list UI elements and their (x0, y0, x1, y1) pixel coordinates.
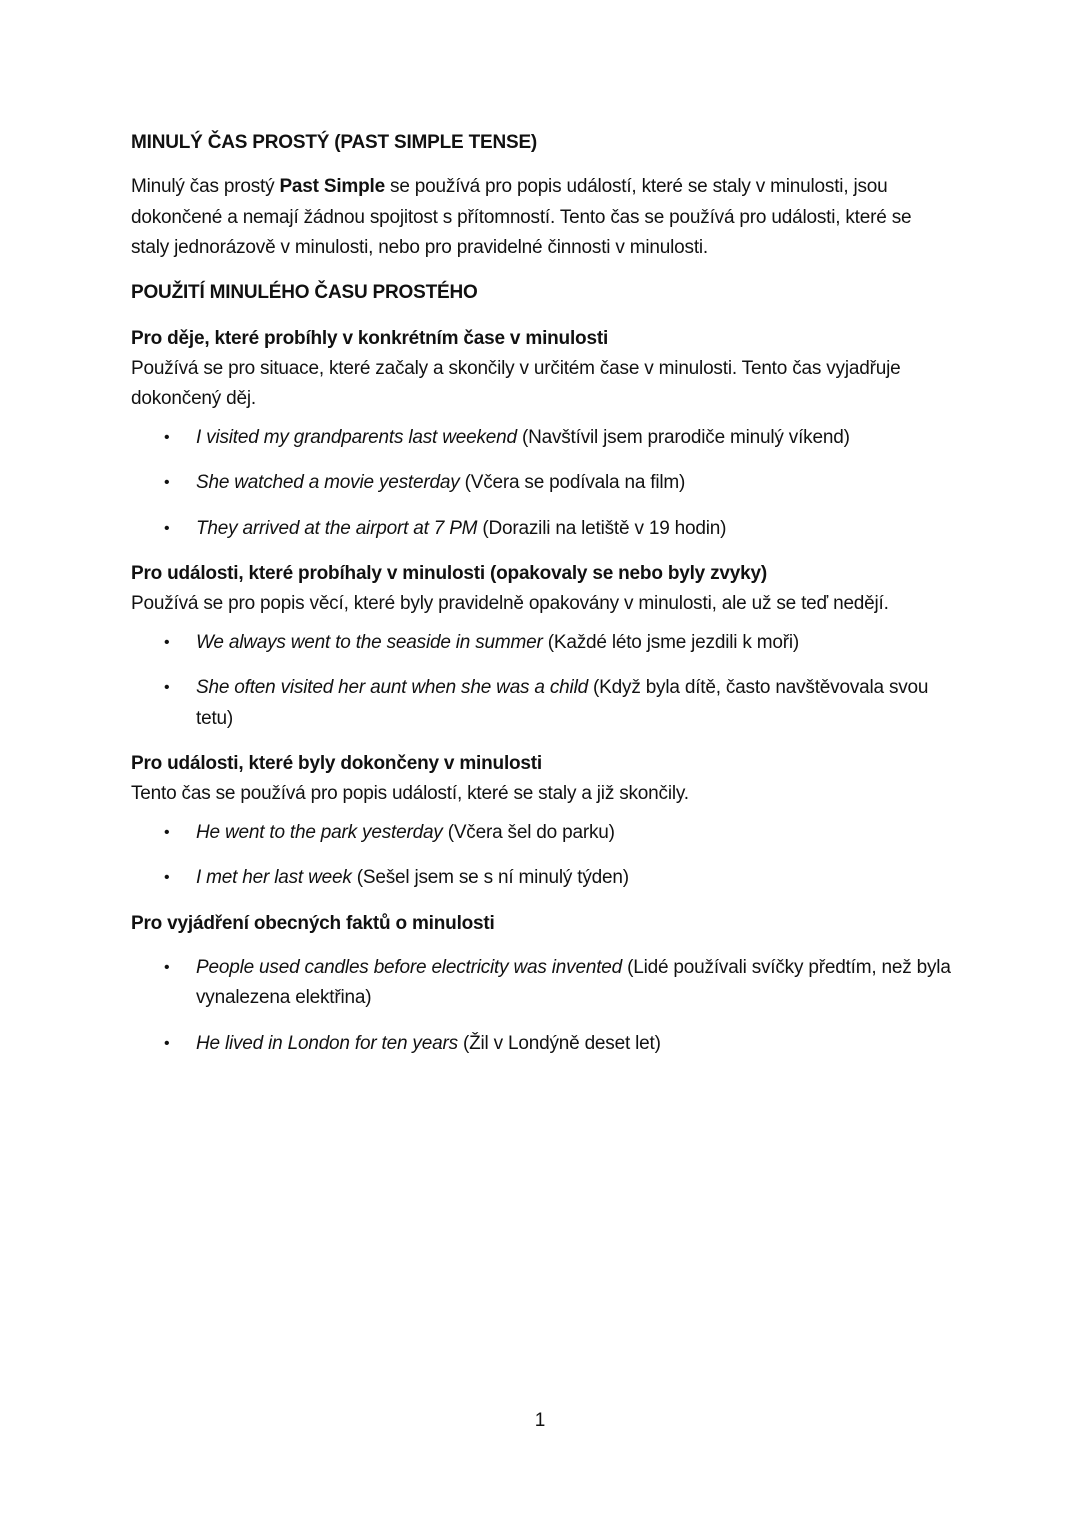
example-list (131, 423, 951, 545)
section-title: POUŽITÍ MINULÉHO ČASU PROSTÉHO (131, 281, 478, 303)
bullet-icon: • (164, 679, 170, 696)
bullet-icon: • (164, 474, 170, 491)
intro-paragraph (131, 172, 951, 264)
subsection-heading: Pro děje, které probíhly v konkrétním čase v minulosti (131, 327, 609, 349)
example-english: They arrived at the airport at 7 PM (196, 517, 478, 539)
intro-text-start: Minulý čas prostý (131, 176, 280, 197)
list-item (131, 1029, 951, 1060)
example-english: People used candles before electricity was invented (196, 956, 623, 978)
list-item (131, 423, 951, 454)
subsection-description: Používá se pro situace, které začaly a skončily v určitém čase v minulosti. Tento čas vyjadřuje dokončený děj. (131, 357, 901, 409)
example-english: She often visited her aunt when she was a child (196, 677, 588, 698)
bullet-icon: • (164, 428, 170, 446)
list-item (131, 628, 951, 659)
bullet-icon: • (164, 958, 170, 976)
example-list (131, 628, 951, 735)
example-czech: (Včera šel do parku) (442, 821, 615, 843)
bullet-icon: • (164, 519, 170, 537)
example-czech: (Každé léto jsme jezdili k moři) (542, 631, 799, 653)
subsection-habits (131, 559, 951, 734)
example-english: He went to the park yesterday (196, 821, 443, 843)
subsection-description: Používá se pro popis věcí, které byly pravidelně opakovány v minulosti, ale už se teď nedějí. (131, 593, 889, 614)
page-number: 1 (534, 1410, 546, 1431)
intro-bold-term: Past Simple (279, 176, 385, 197)
subsection-heading: Pro události, které probíhaly v minulosti (opakovaly se nebo byly zvyky) (131, 563, 768, 584)
example-english: He lived in London for ten years (196, 1032, 458, 1054)
example-english: She watched a movie yesterday (196, 472, 460, 493)
list-item (131, 673, 951, 734)
example-list (131, 818, 951, 894)
example-czech: (Včera se podívala na film) (459, 472, 686, 493)
example-list (131, 953, 951, 1060)
subsection-heading: Pro vyjádření obecných faktů o minulosti (131, 912, 495, 934)
example-czech: (Žil v Londýně deset let) (457, 1032, 661, 1054)
bullet-icon: • (164, 869, 170, 886)
intro-text-end: se používá pro popis událostí, které se staly v minulosti, jsou dokončené a nemají žádnou spojitost s přítomností. Tento čas se používá pro události, které se staly jednorázově v minulosti, nebo pro pravidelné činnosti v minulosti. (131, 176, 912, 258)
list-item (131, 953, 951, 1014)
bullet-icon: • (164, 1034, 170, 1052)
subsection-description: Tento čas se používá pro popis událostí, které se staly a již skončily. (131, 783, 689, 804)
example-czech: (Lidé používali svíčky předtím, než byla vynalezena elektřina) (196, 956, 951, 1008)
list-item (131, 818, 951, 849)
example-czech: (Sešel jsem se s ní minulý týden) (351, 867, 629, 888)
subsection-completed (131, 749, 951, 894)
list-item (131, 514, 951, 545)
list-item (131, 863, 951, 894)
bullet-icon: • (164, 633, 170, 651)
document-title: MINULÝ ČAS PROSTÝ (PAST SIMPLE TENSE) (131, 132, 538, 153)
example-english: I visited my grandparents last weekend (196, 426, 517, 448)
example-czech: (Když byla dítě, často navštěvovala svou tetu) (196, 677, 929, 729)
subsection-general-facts (131, 909, 951, 1060)
list-item (131, 468, 951, 499)
example-english: We always went to the seaside in summer (196, 631, 543, 653)
document-page (131, 130, 951, 1074)
bullet-icon: • (164, 823, 170, 841)
subsection-heading: Pro události, které byly dokončeny v minulosti (131, 753, 543, 774)
subsection-specific-time (131, 324, 951, 545)
example-czech: (Dorazili na letiště v 19 hodin) (477, 517, 727, 539)
example-czech: (Navštívil jsem prarodiče minulý víkend) (516, 426, 850, 448)
example-english: I met her last week (196, 867, 352, 888)
